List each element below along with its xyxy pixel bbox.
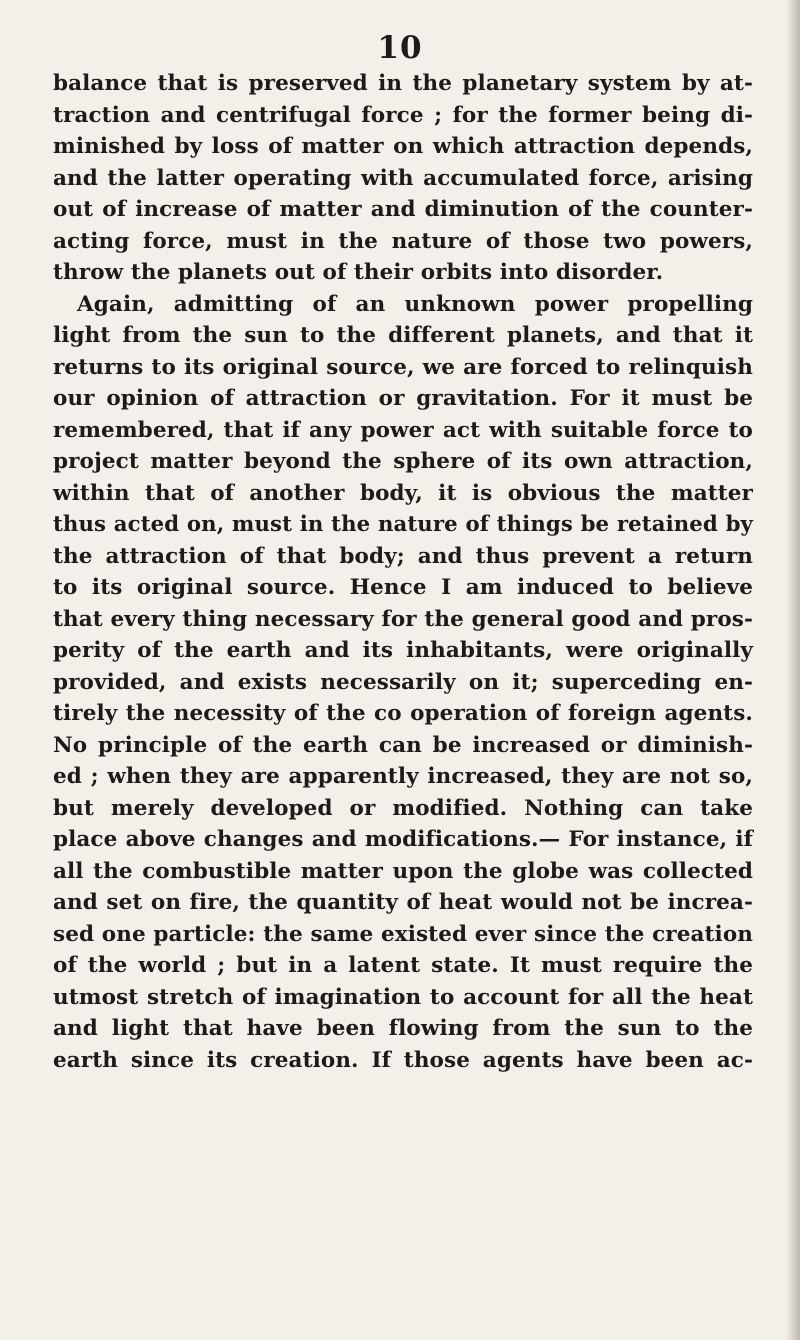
text-line: ed ; when they are apparently increased, they are not so,	[53, 764, 753, 789]
text-line: tirely the necessity of the co operation of foreign agents.	[53, 701, 753, 726]
page-number: 10	[377, 30, 423, 66]
text-line: our opinion of attraction or gravitation. For it must be	[53, 386, 753, 411]
text-line: traction and centrifugal force ; for the former being di-	[53, 102, 753, 128]
text-line: place above changes and modifications.— For instance, if	[53, 827, 753, 852]
body-text	[53, 68, 753, 1076]
text-line: and set on fire, the quantity of heat would not be increa-	[53, 890, 753, 915]
text-line: but merely developed or modified. Nothing can take	[53, 795, 753, 821]
text-line: thus acted on, must in the nature of things be retained by	[53, 512, 753, 537]
text-line: light from the sun to the different planets, and that it	[53, 323, 753, 348]
text-line: earth since its creation. If those agents have been ac-	[53, 1047, 753, 1073]
text-line: provided, and exists necessarily on it; superceding en-	[53, 669, 753, 695]
text-line: to its original source. Hence I am induced to believe	[53, 575, 753, 600]
text-line: utmost stretch of imagination to account for all the heat	[53, 984, 753, 1010]
text-line: all the combustible matter upon the globe was collected	[53, 858, 753, 884]
text-line: balance that is preserved in the planetary system by at-	[53, 71, 753, 96]
text-line: perity of the earth and its inhabitants, were originally	[53, 638, 753, 663]
page-edge-shadow	[786, 0, 800, 1340]
text-line: that every thing necessary for the general good and pros-	[53, 606, 753, 632]
text-line: throw the planets out of their orbits into disorder.	[53, 260, 664, 285]
text-line: returns to its original source, we are forced to relinquish	[53, 354, 753, 380]
text-line: and the latter operating with accumulated force, arising	[53, 165, 753, 191]
text-line: remembered, that if any power act with suitable force to	[53, 417, 753, 443]
text-line: out of increase of matter and diminution of the counter-	[53, 197, 753, 222]
text-line: minished by loss of matter on which attraction depends,	[53, 134, 753, 159]
text-line: and light that have been flowing from the sun to the	[53, 1016, 753, 1041]
text-line: project matter beyond the sphere of its own attraction,	[53, 449, 753, 474]
text-line: sed one particle: the same existed ever since the creation	[53, 921, 753, 947]
text-line: No principle of the earth can be increased or diminish-	[53, 732, 753, 758]
text-line: the attraction of that body; and thus prevent a return	[53, 543, 753, 569]
text-line: within that of another body, it is obvious the matter	[53, 480, 753, 506]
text-line: of the world ; but in a latent state. It must require the	[53, 953, 753, 978]
text-line: Again, admitting of an unknown power propelling	[77, 291, 753, 317]
text-line: acting force, must in the nature of those two powers,	[53, 228, 753, 254]
